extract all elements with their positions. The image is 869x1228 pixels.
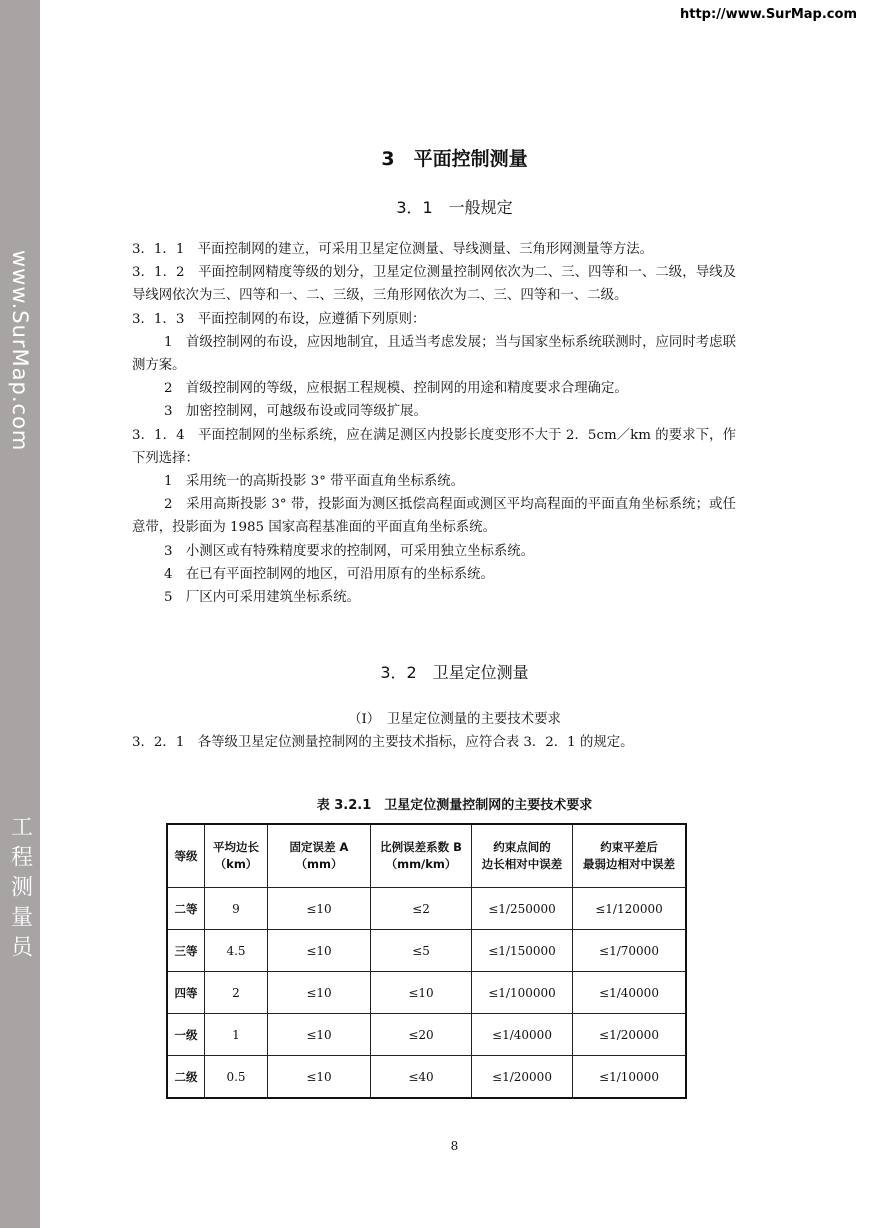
table-cell: ≤40 [371, 1056, 472, 1099]
header-line: （mm） [295, 857, 343, 871]
paragraph: 3 加密控制网，可越级布设或同等级扩展。 [164, 404, 427, 420]
table-cell: ≤1/70000 [573, 930, 687, 972]
table-cell: ≤1/40000 [573, 972, 687, 1014]
table-cell: ≤1/10000 [573, 1056, 687, 1099]
paragraph: 3．1．2 平面控制网精度等级的划分，卫星定位测量控制网依次为二、三、四等和一、二级，导线及导线网依次为三、四等和一、二、三级，三角形网依次为二、三、四等和一、二级。 [132, 265, 736, 304]
paragraph: 3．1．3 平面控制网的布设，应遵循下列原则： [132, 311, 426, 327]
paragraph: 3．1．4 平面控制网的坐标系统，应在满足测区内投影长度变形不大于 2．5cm／km 的要求下，作下列选择： [132, 427, 736, 466]
table-grade-cell: 三等 [167, 930, 205, 972]
table-cell: ≤1/250000 [472, 888, 573, 930]
table-cell: ≤10 [268, 888, 371, 930]
paragraph: 5 厂区内可采用建筑坐标系统。 [164, 590, 360, 606]
table-caption: 表 3.2.1 卫星定位测量控制网的主要技术要求 [316, 798, 593, 813]
table-cell: 4.5 [205, 930, 268, 972]
table-cell: ≤20 [371, 1014, 472, 1056]
table-cell: ≤10 [371, 972, 472, 1014]
paragraph: 1 采用统一的高斯投影 3° 带平面直角坐标系统。 [164, 474, 465, 490]
site-url-header[interactable]: http://www.SurMap.com [680, 7, 857, 22]
table-grade-cell: 一级 [167, 1014, 205, 1056]
paragraph-3-2-1: 3．2．1 各等级卫星定位测量控制网的主要技术指标，应符合表 3．2．1 的规定。 [132, 735, 634, 750]
table-cell: ≤1/150000 [472, 930, 573, 972]
paragraph: 2 采用高斯投影 3° 带，投影面为测区抵偿高程面或测区平均高程面的平面直角坐标系统；或任意带，投影面为 1985 国家高程基准面的平面直角坐标系统。 [132, 497, 736, 536]
sidebar-url-watermark: www.SurMap.com [8, 250, 32, 452]
table-header-cell [167, 824, 205, 888]
table-cell: 1 [205, 1014, 268, 1056]
paragraph: 3 小测区或有特殊精度要求的控制网，可采用独立坐标系统。 [164, 543, 535, 559]
header-line: 边长相对中误差 [481, 857, 563, 871]
table-cell: ≤1/20000 [573, 1014, 687, 1056]
header-line: （mm/km） [385, 857, 457, 871]
table-header-cell [371, 824, 472, 888]
table-grade-cell: 四等 [167, 972, 205, 1014]
table-cell: ≤10 [268, 930, 371, 972]
left-sidebar-band [0, 0, 40, 1228]
section-title-3-1: 3．1 一般规定 [396, 198, 513, 217]
table-body [167, 888, 686, 1099]
table-cell: 9 [205, 888, 268, 930]
table-row [167, 888, 686, 930]
table-cell: ≤1/40000 [472, 1014, 573, 1056]
table-header-cell [268, 824, 371, 888]
header-line: 最弱边相对中误差 [583, 857, 675, 871]
subsection-title: （Ⅰ） 卫星定位测量的主要技术要求 [348, 712, 561, 727]
paragraph: 1 首级控制网的布设，应因地制宜，且适当考虑发展；当与国家坐标系统联测时，应同时考虑联测方案。 [132, 334, 736, 374]
table-cell: ≤1/120000 [573, 888, 687, 930]
section-3-1-body [132, 238, 736, 609]
table-cell: ≤10 [268, 1056, 371, 1099]
paragraph: 4 在已有平面控制网的地区，可沿用原有的坐标系统。 [164, 566, 494, 582]
sidebar-cn-label: 工程测量员 [7, 815, 33, 965]
table-cell: ≤5 [371, 930, 472, 972]
table-row [167, 1056, 686, 1099]
table-cell: 0.5 [205, 1056, 268, 1099]
paragraph: 3．1．1 平面控制网的建立，可采用卫星定位测量、导线测量、三角形网测量等方法。 [132, 242, 654, 257]
table-cell: ≤10 [268, 972, 371, 1014]
table-grade-cell: 二等 [167, 888, 205, 930]
spec-table [166, 823, 687, 1099]
table-cell: ≤2 [371, 888, 472, 930]
table-header-cell [472, 824, 573, 888]
header-line: 等级 [174, 848, 198, 863]
table-cell: ≤1/20000 [472, 1056, 573, 1099]
section-title-3-2: 3．2 卫星定位测量 [380, 663, 529, 682]
table-row [167, 930, 686, 972]
table-header-cell [573, 824, 687, 888]
header-line: 平均边长 [213, 840, 259, 854]
table-cell: ≤10 [268, 1014, 371, 1056]
table-header-row [167, 824, 686, 888]
header-line: 固定误差 A [289, 840, 349, 854]
table-header-cell [205, 824, 268, 888]
chapter-title: 3 平面控制测量 [381, 148, 528, 170]
table-cell: 2 [205, 972, 268, 1014]
table-cell: ≤1/100000 [472, 972, 573, 1014]
header-line: 约束点间的 [493, 840, 551, 854]
page-number: 8 [450, 1139, 459, 1153]
table-row [167, 972, 686, 1014]
header-line: （km） [214, 857, 258, 871]
table-row [167, 1014, 686, 1056]
paragraph: 2 首级控制网的等级，应根据工程规模、控制网的用途和精度要求合理确定。 [164, 381, 628, 397]
table-grade-cell: 二级 [167, 1056, 205, 1099]
header-line: 约束平差后 [600, 840, 658, 854]
header-line: 比例误差系数 B [380, 840, 462, 854]
